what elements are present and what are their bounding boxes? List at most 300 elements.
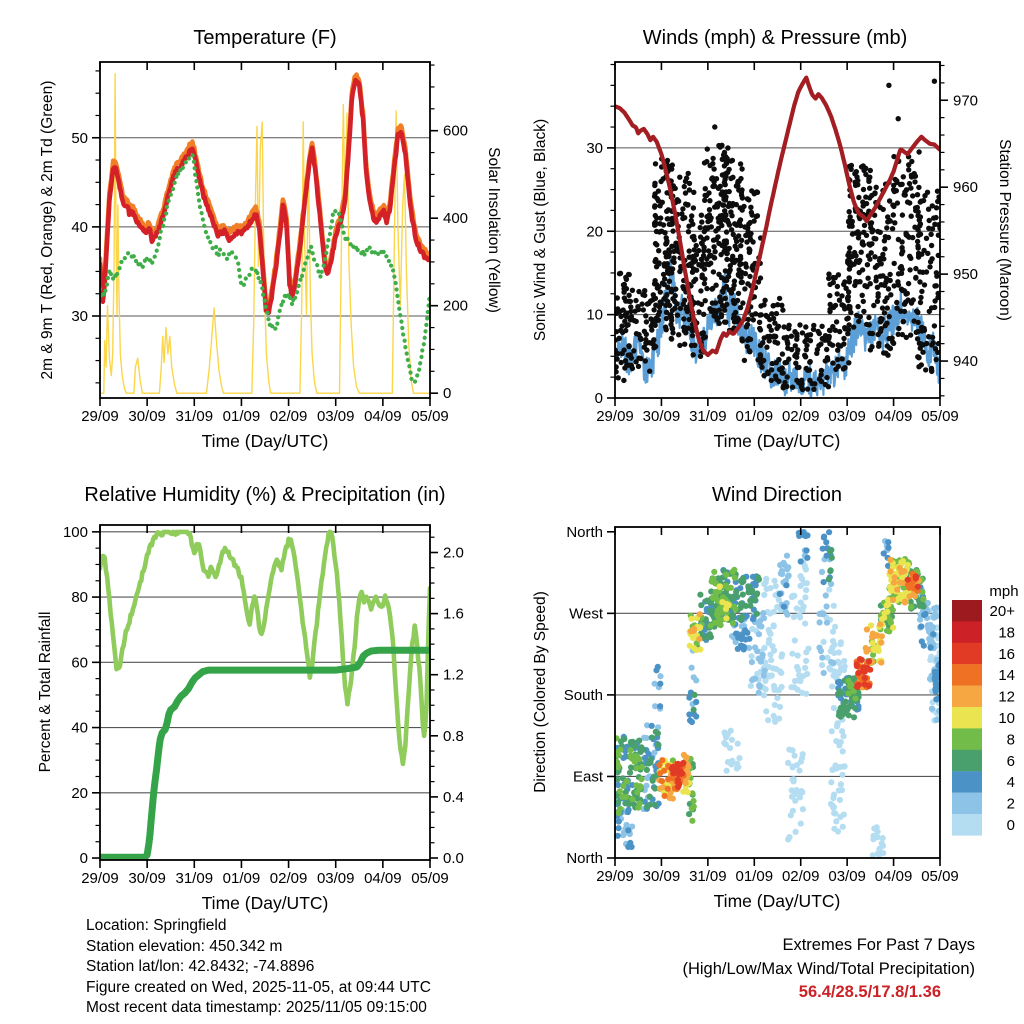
y-tick-label: 30 [586, 139, 603, 157]
scatter-point [653, 296, 658, 301]
scatter-point [731, 232, 736, 237]
scatter-point [910, 235, 915, 240]
scatter-point [623, 275, 628, 280]
x-tick-label: 01/09 [735, 408, 774, 425]
scatter-point [799, 607, 805, 613]
scatter-point [932, 79, 937, 84]
scatter-point [696, 248, 701, 253]
scatter-point [905, 199, 910, 204]
scatter-point [896, 282, 901, 287]
scatter-point [662, 793, 668, 799]
scatter-point [846, 691, 852, 697]
scatter-point [823, 358, 828, 363]
scatter-point [676, 332, 681, 337]
scatter-point [691, 628, 697, 634]
scatter-point [709, 578, 715, 584]
scatter-point [852, 696, 858, 702]
scatter-point [684, 175, 689, 180]
scatter-point [739, 614, 745, 620]
scatter-point [831, 826, 837, 832]
scatter-point [722, 319, 727, 324]
scatter-point [851, 714, 857, 720]
scatter-point [917, 269, 922, 274]
scatter-point [933, 696, 939, 702]
scatter-point [887, 557, 893, 563]
scatter-point [657, 309, 662, 314]
x-tick-label: 03/09 [316, 408, 355, 425]
scatter-point [899, 271, 904, 276]
scatter-point [814, 351, 819, 356]
colorbar-label: 20+ [989, 603, 1015, 620]
scatter-point [729, 203, 734, 208]
scatter-point [907, 254, 912, 259]
scatter-point [727, 189, 732, 194]
scatter-point [900, 288, 905, 293]
scatter-point [626, 293, 631, 298]
y-tick-label: 0 [443, 385, 452, 403]
scatter-point [704, 214, 709, 219]
extremes-block [520, 934, 975, 1005]
x-tick-label: 29/09 [596, 868, 634, 885]
scatter-point [727, 745, 733, 751]
scatter-point [850, 219, 855, 224]
scatter-point [689, 665, 695, 671]
scatter-point [847, 262, 852, 267]
scatter-point [738, 176, 743, 181]
scatter-point [697, 592, 703, 598]
scatter-point [746, 317, 751, 322]
scatter-point [845, 295, 850, 300]
scatter-point [804, 671, 810, 677]
scatter-point [722, 180, 727, 185]
y-tick-label: 100 [62, 523, 88, 541]
scatter-point [625, 827, 631, 833]
y-tick-label: 940 [953, 353, 979, 371]
station-location: Location: Springfield [86, 917, 227, 934]
colorbar-swatch [952, 664, 982, 686]
scatter-point [690, 333, 695, 338]
y-tick-label: 50 [71, 129, 88, 147]
panel-humidity-precip [0, 460, 512, 930]
scatter-point [918, 300, 923, 305]
scatter-point [880, 273, 885, 278]
scatter-point [928, 259, 933, 264]
scatter-point [774, 311, 779, 316]
scatter-point [734, 631, 740, 637]
scatter-point [663, 241, 668, 246]
scatter-point [871, 825, 877, 831]
scatter-point [748, 231, 753, 236]
scatter-point [788, 684, 794, 690]
scatter-point [807, 378, 812, 383]
scatter-point [673, 241, 678, 246]
scatter-point [802, 621, 808, 627]
scatter-point [864, 201, 869, 206]
scatter-point [651, 337, 656, 342]
scatter-point [727, 287, 732, 292]
scatter-point [842, 365, 847, 370]
scatter-point [915, 354, 920, 359]
scatter-point [740, 592, 746, 598]
temp-2m-series [100, 80, 430, 313]
y-tick-label: 0.4 [443, 788, 464, 806]
scatter-point [725, 145, 730, 150]
scatter-point [749, 653, 755, 659]
scatter-point [882, 310, 887, 315]
scatter-point [891, 580, 897, 586]
scatter-point [644, 347, 649, 352]
scatter-point [670, 228, 675, 233]
scatter-point [748, 589, 754, 595]
scatter-point [740, 280, 745, 285]
x-tick-label: 05/09 [921, 408, 959, 425]
scatter-point [625, 809, 631, 815]
scatter-point [754, 590, 760, 596]
scatter-point [829, 767, 835, 773]
scatter-point [901, 174, 906, 179]
scatter-point [919, 289, 924, 294]
colorbar-swatch [952, 621, 982, 643]
scatter-point [788, 812, 794, 818]
scatter-point [909, 159, 914, 164]
series-group [612, 529, 943, 859]
scatter-point [644, 319, 649, 324]
scatter-point [824, 620, 830, 626]
colorbar-label: 18 [998, 624, 1015, 642]
scatter-point [865, 262, 870, 267]
scatter-point [693, 677, 699, 683]
scatter-point [681, 325, 686, 330]
scatter-point [736, 755, 742, 761]
scatter-point [682, 342, 687, 347]
scatter-point [724, 229, 729, 234]
scatter-point [673, 293, 678, 298]
y-tick-label: West [569, 605, 603, 623]
scatter-point [821, 535, 827, 541]
scatter-point [803, 547, 809, 553]
scatter-point [711, 308, 716, 313]
scatter-point [829, 684, 835, 690]
scatter-point [855, 682, 861, 688]
scatter-point [711, 244, 716, 249]
colorbar-label: 12 [998, 688, 1015, 706]
y-axis-label-left: Direction (Colored By Speed) [532, 591, 549, 793]
x-tick-label: 05/09 [921, 868, 959, 885]
scatter-point [856, 195, 861, 200]
scatter-point [654, 229, 659, 234]
scatter-point [747, 248, 752, 253]
scatter-point [704, 598, 710, 604]
scatter-point [672, 306, 677, 311]
scatter-point [694, 243, 699, 248]
scatter-point [762, 298, 767, 303]
scatter-point [780, 351, 785, 356]
scatter-point [899, 239, 904, 244]
scatter-point [639, 301, 644, 306]
scatter-point [881, 550, 887, 556]
scatter-point [749, 210, 754, 215]
x-tick-label: 02/09 [781, 868, 820, 885]
scatter-point [793, 361, 798, 366]
scatter-point [915, 243, 920, 248]
scatter-point [887, 272, 892, 277]
scatter-point [723, 615, 729, 621]
scatter-point [716, 241, 721, 246]
station-elevation: Station elevation: 450.342 m [86, 937, 283, 955]
scatter-point [906, 281, 911, 286]
scatter-point [676, 199, 681, 204]
scatter-point [851, 324, 856, 329]
scatter-point [741, 646, 747, 652]
scatter-point [831, 705, 837, 711]
scatter-point [855, 304, 860, 309]
scatter-point [657, 770, 663, 776]
scatter-point [629, 363, 634, 368]
scatter-point [877, 621, 883, 627]
scatter-point [916, 185, 921, 190]
scatter-point [863, 645, 869, 651]
scatter-point [861, 299, 866, 304]
y-axis-label-right: Station Pressure (Maroon) [996, 139, 1013, 321]
scatter-point [727, 222, 732, 227]
scatter-point [617, 271, 622, 276]
scatter-point [768, 657, 774, 663]
scatter-point [873, 278, 878, 283]
scatter-point [682, 215, 687, 220]
scatter-point [786, 747, 792, 753]
scatter-point [803, 658, 809, 664]
scatter-point [926, 226, 931, 231]
scatter-point [714, 176, 719, 181]
scatter-point [627, 770, 633, 776]
scatter-point [873, 236, 878, 241]
scatter-point [616, 825, 622, 831]
scatter-point [740, 338, 745, 343]
scatter-point [881, 615, 887, 621]
scatter-point [931, 215, 936, 220]
scatter-point [670, 796, 676, 802]
scatter-point [715, 234, 720, 239]
scatter-point [696, 309, 701, 314]
scatter-point [791, 614, 797, 620]
scatter-point [798, 558, 804, 564]
scatter-point [734, 765, 740, 771]
scatter-point [798, 821, 804, 827]
scatter-point [763, 313, 768, 318]
x-tick-label: 30/09 [642, 408, 681, 425]
scatter-point [657, 785, 663, 791]
y-tick-label: 30 [71, 308, 88, 326]
scatter-point [689, 719, 695, 725]
scatter-point [869, 634, 875, 640]
scatter-point [857, 656, 863, 662]
scatter-point [917, 217, 922, 222]
scatter-point [655, 664, 661, 670]
scatter-point [685, 202, 690, 207]
scatter-point [628, 753, 634, 759]
x-tick-label: 03/09 [828, 868, 866, 885]
colorbar-swatch [952, 750, 982, 772]
scatter-point [652, 681, 658, 687]
scatter-point [643, 783, 649, 789]
scatter-point [771, 683, 777, 689]
scatter-point [638, 337, 643, 342]
scatter-point [745, 322, 750, 327]
scatter-point [722, 215, 727, 220]
scatter-point [711, 569, 717, 575]
y-tick-label: 0.8 [443, 727, 464, 745]
y-tick-label: 2.0 [443, 544, 464, 562]
scatter-point [836, 660, 842, 666]
scatter-point [664, 316, 669, 321]
scatter-point [717, 321, 722, 326]
scatter-point [746, 197, 751, 202]
scatter-point [637, 785, 643, 791]
scatter-point [868, 221, 873, 226]
scatter-point [689, 806, 695, 812]
scatter-point [710, 286, 715, 291]
scatter-point [749, 626, 755, 632]
scatter-point [891, 341, 896, 346]
colorbar-swatch [952, 771, 982, 793]
colorbar-label: 4 [1006, 774, 1015, 792]
panel-winds-pressure [512, 0, 1024, 470]
scatter-point [829, 555, 835, 561]
scatter-point [885, 219, 890, 224]
scatter-point [799, 576, 805, 582]
scatter-point [734, 239, 739, 244]
scatter-point [890, 625, 896, 631]
scatter-point [853, 279, 858, 284]
scatter-point [918, 295, 923, 300]
x-tick-label: 31/09 [175, 408, 214, 425]
scatter-point [670, 162, 675, 167]
scatter-point [818, 648, 824, 654]
scatter-point [886, 83, 891, 88]
scatter-point [817, 376, 822, 381]
scatter-point [716, 618, 722, 624]
scatter-point [729, 227, 734, 232]
scatter-point [665, 786, 671, 792]
scatter-point [732, 260, 737, 265]
scatter-point [769, 328, 774, 333]
scatter-point [638, 744, 644, 750]
scatter-point [702, 198, 707, 203]
scatter-point [639, 764, 645, 770]
scatter-point [638, 776, 644, 782]
scatter-point [738, 275, 743, 280]
scatter-point [687, 181, 692, 186]
scatter-point [824, 375, 829, 380]
scatter-point [923, 367, 928, 372]
scatter-point [918, 623, 924, 629]
scatter-point [832, 624, 838, 630]
scatter-point [742, 286, 747, 291]
scatter-point [919, 638, 925, 644]
x-tick-label: 29/09 [81, 870, 119, 887]
scatter-point [719, 599, 725, 605]
scatter-point [692, 343, 697, 348]
scatter-point [838, 781, 844, 787]
x-tick-label: 02/09 [781, 408, 820, 425]
scatter-point [830, 360, 835, 365]
scatter-point [752, 644, 758, 650]
scatter-point [907, 181, 912, 186]
scatter-point [835, 720, 841, 726]
colorbar-swatch [952, 600, 982, 622]
scatter-point [726, 167, 731, 172]
scatter-point [907, 267, 912, 272]
scatter-point [761, 673, 767, 679]
scatter-point [625, 844, 631, 850]
scatter-point [740, 300, 745, 305]
scatter-point [687, 643, 693, 649]
scatter-point [722, 278, 727, 283]
scatter-point [761, 692, 767, 698]
scatter-point [623, 328, 628, 333]
scatter-point [761, 358, 766, 363]
scatter-point [789, 334, 794, 339]
scatter-point [756, 623, 762, 629]
scatter-point [751, 317, 756, 322]
scatter-point [672, 299, 677, 304]
scatter-point [854, 663, 860, 669]
scatter-point [686, 171, 691, 176]
scatter-point [689, 213, 694, 218]
scatter-point [622, 319, 627, 324]
scatter-point [707, 207, 712, 212]
scatter-point [852, 705, 858, 711]
scatter-point [886, 336, 891, 341]
scatter-point [934, 274, 939, 279]
y-tick-label: 80 [71, 589, 88, 607]
scatter-point [716, 272, 721, 277]
extremes-title: Extremes For Past 7 Days [782, 936, 975, 954]
scatter-point [652, 183, 657, 188]
scatter-point [926, 207, 931, 212]
scatter-point [745, 226, 750, 231]
scatter-point [924, 341, 929, 346]
scatter-point [743, 233, 748, 238]
scatter-point [698, 354, 703, 359]
scatter-point [877, 258, 882, 263]
scatter-point [704, 235, 709, 240]
panel-temperature [0, 0, 512, 470]
y-tick-label: 40 [71, 719, 88, 737]
y-tick-label: 950 [953, 266, 979, 284]
scatter-point [732, 606, 738, 612]
scatter-point [902, 309, 907, 314]
colorbar-swatch [952, 814, 982, 836]
scatter-point [827, 282, 832, 287]
scatter-point [792, 637, 798, 643]
scatter-point [715, 316, 720, 321]
scatter-point [732, 278, 737, 283]
scatter-point [729, 737, 735, 743]
scatter-point [690, 254, 695, 259]
scatter-point [922, 611, 928, 617]
scatter-point [724, 161, 729, 166]
scatter-point [616, 818, 622, 824]
scatter-point [875, 299, 880, 304]
scatter-point [875, 263, 880, 268]
scatter-point [722, 731, 728, 737]
scatter-point [668, 312, 673, 317]
scatter-point [929, 342, 934, 347]
scatter-point [698, 602, 704, 608]
x-tick-label: 31/09 [175, 870, 214, 887]
scatter-point [887, 568, 893, 574]
